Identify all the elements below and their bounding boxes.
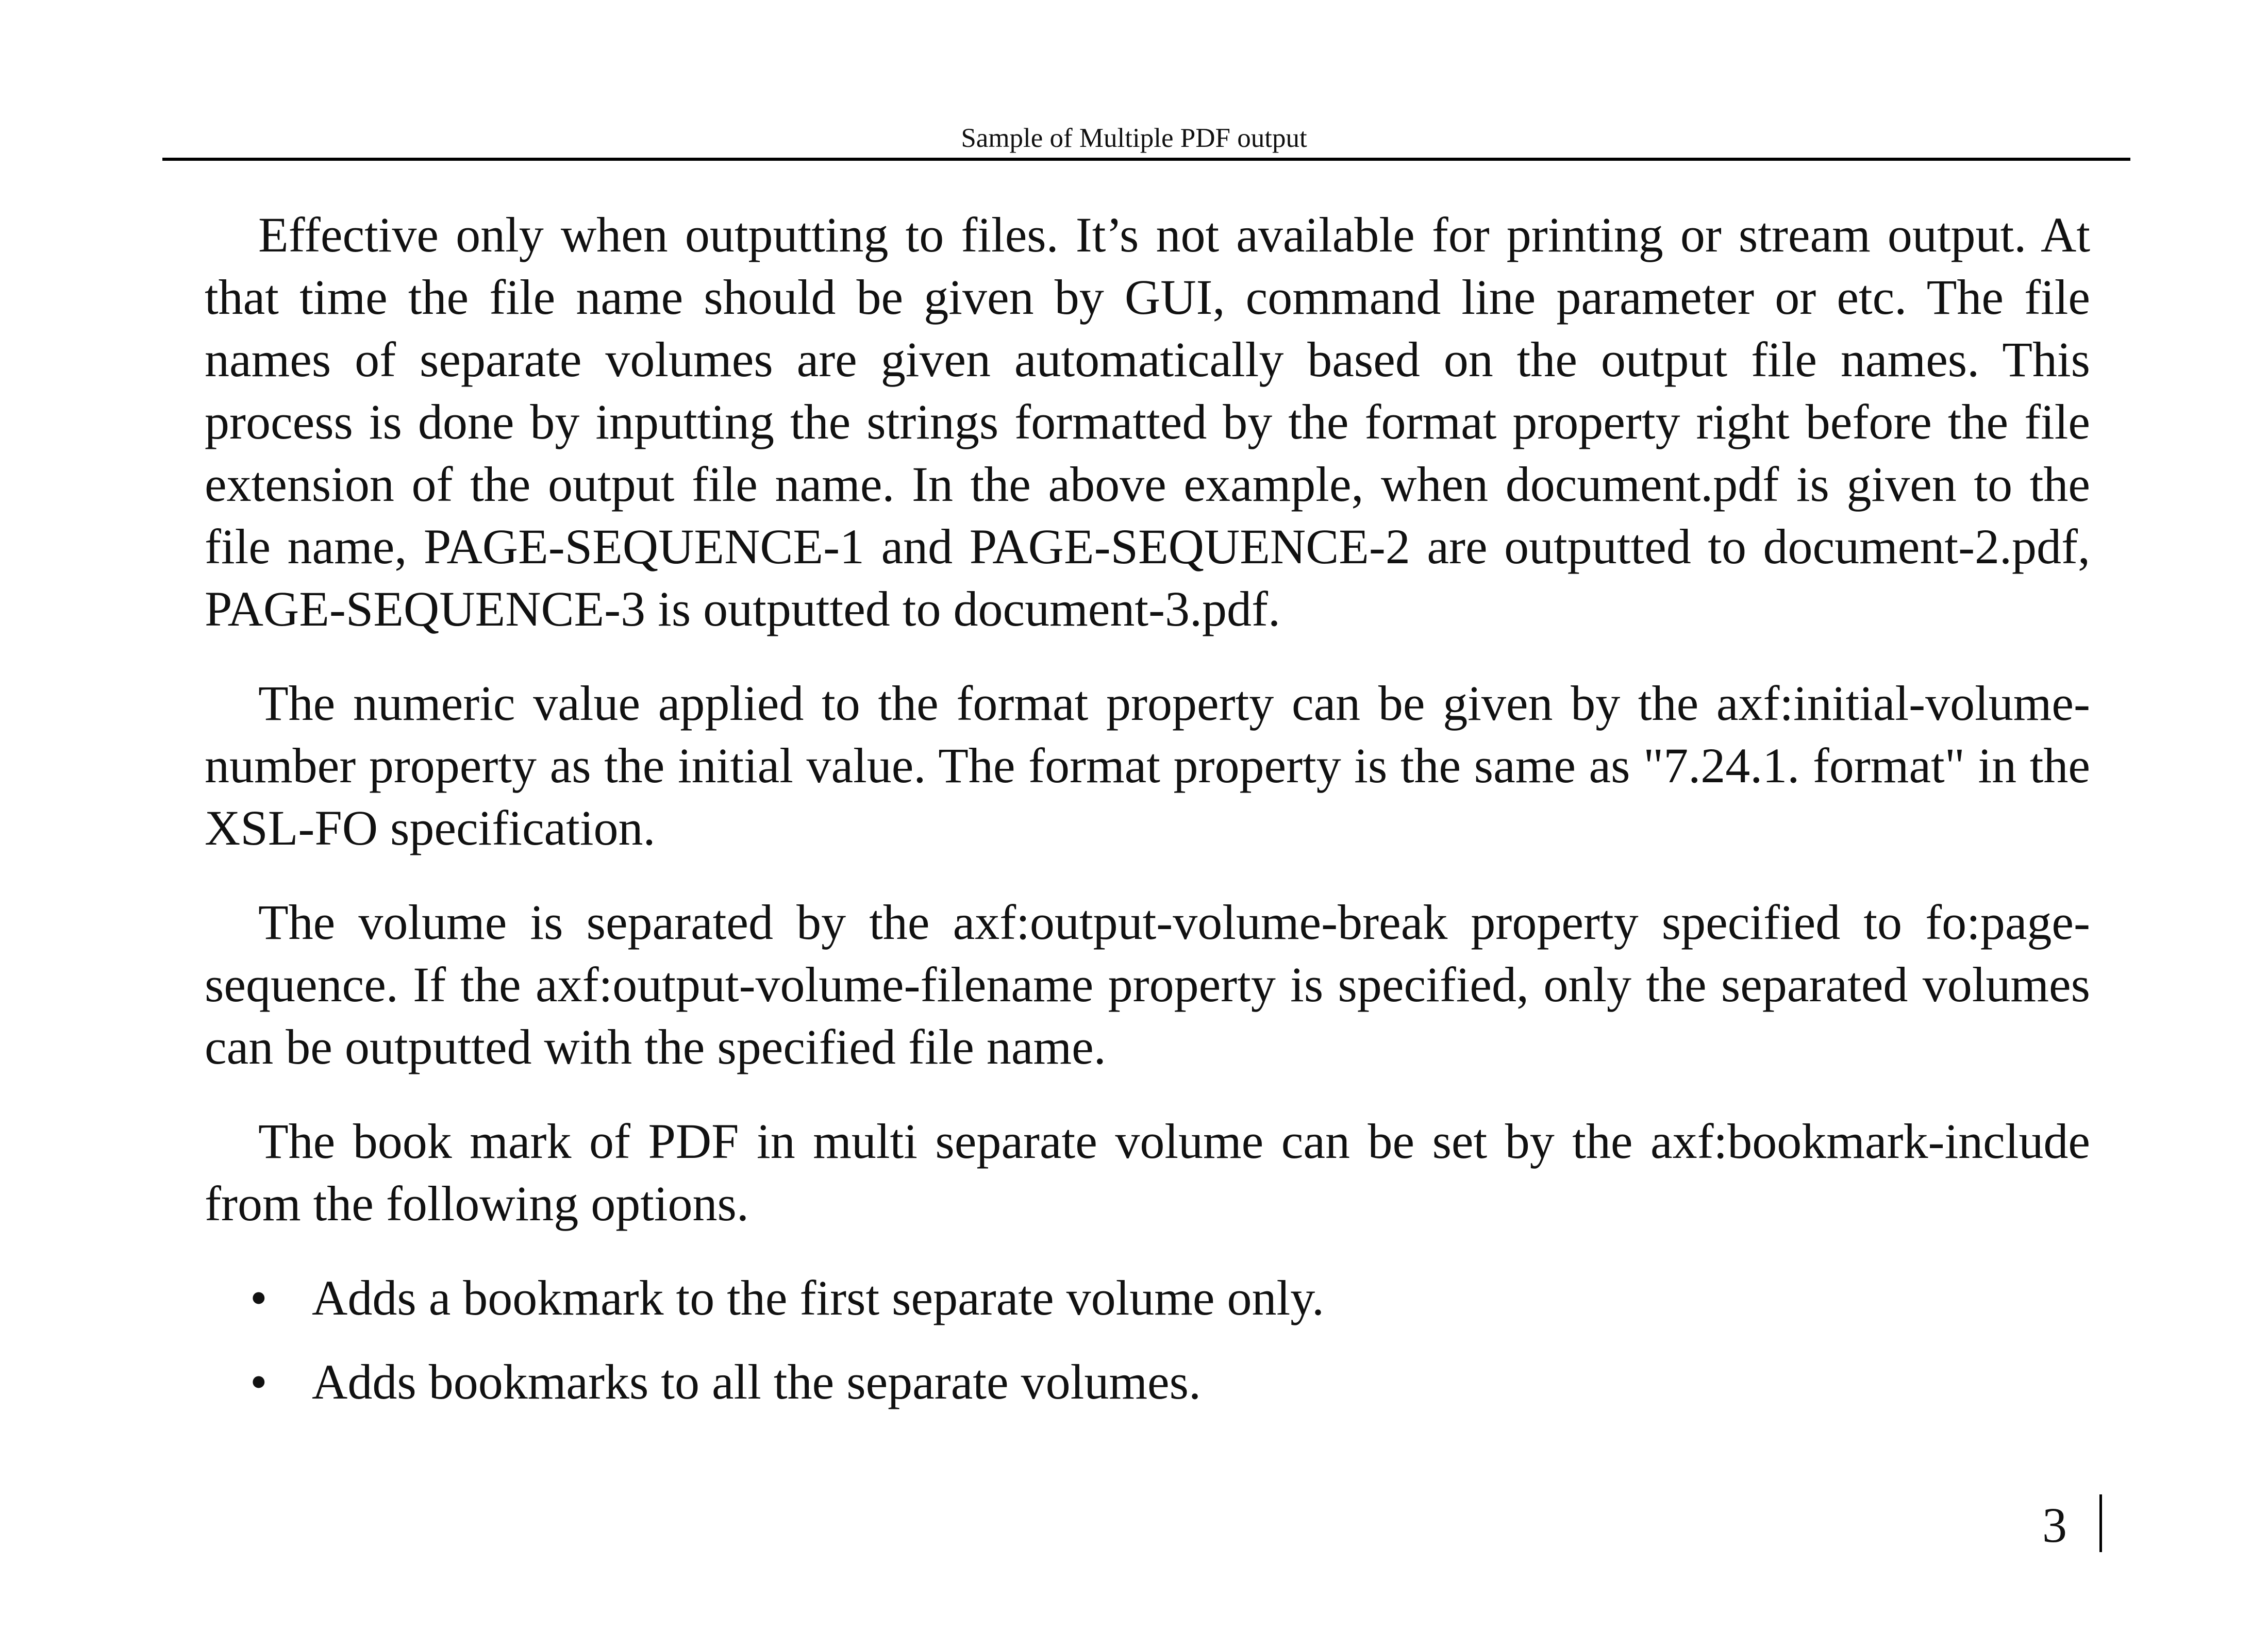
bookmark-options-list: [205, 1267, 2090, 1413]
paragraph-format-property: The numeric value applied to the format property can be given by the axf:initial-volume-number property as the initial value. The format property is the same as "7.24.1. format" in the XSL-FO specification.: [205, 676, 2090, 855]
list-item-text: Adds bookmarks to all the separate volumes.: [312, 1354, 1201, 1409]
header-rule: [162, 158, 2130, 161]
page-number: 3: [2042, 1497, 2067, 1553]
page-number-rule: [2099, 1494, 2102, 1552]
paragraph-volume-break: The volume is separated by the axf:output-volume-break property specified to fo:page-sequence. If the axf:output-volume-filename property is specified, only the separated volumes can be outputted with the specified file name.: [205, 895, 2090, 1074]
list-item: [205, 1267, 2090, 1329]
document-body: [205, 204, 2090, 1435]
bullet-icon: •: [250, 1270, 268, 1325]
list-item-text: Adds a bookmark to the first separate volume only.: [312, 1270, 1324, 1325]
list-item: [205, 1351, 2090, 1413]
paragraph-output-files: Effective only when outputting to files. It’s not available for printing or stream output. At that time the file name should be given by GUI, command line parameter or etc. The file names of separate volumes are given automatically based on the output file names. This process is done by inputting the strings formatted by the format property right before the file extension of the output file name. In the above example, when document.pdf is given to the file name, PAGE-SEQUENCE-1 and PAGE-SEQUENCE-2 are outputted to document-2.pdf, PAGE-SEQUENCE-3 is outputted to document-3.pdf.: [205, 207, 2090, 636]
paragraph-bookmark-include: The book mark of PDF in multi separate volume can be set by the axf:bookmark-include from the following options.: [205, 1114, 2090, 1231]
running-header-title: Sample of Multiple PDF output: [961, 123, 1307, 153]
bullet-icon: •: [250, 1354, 268, 1409]
